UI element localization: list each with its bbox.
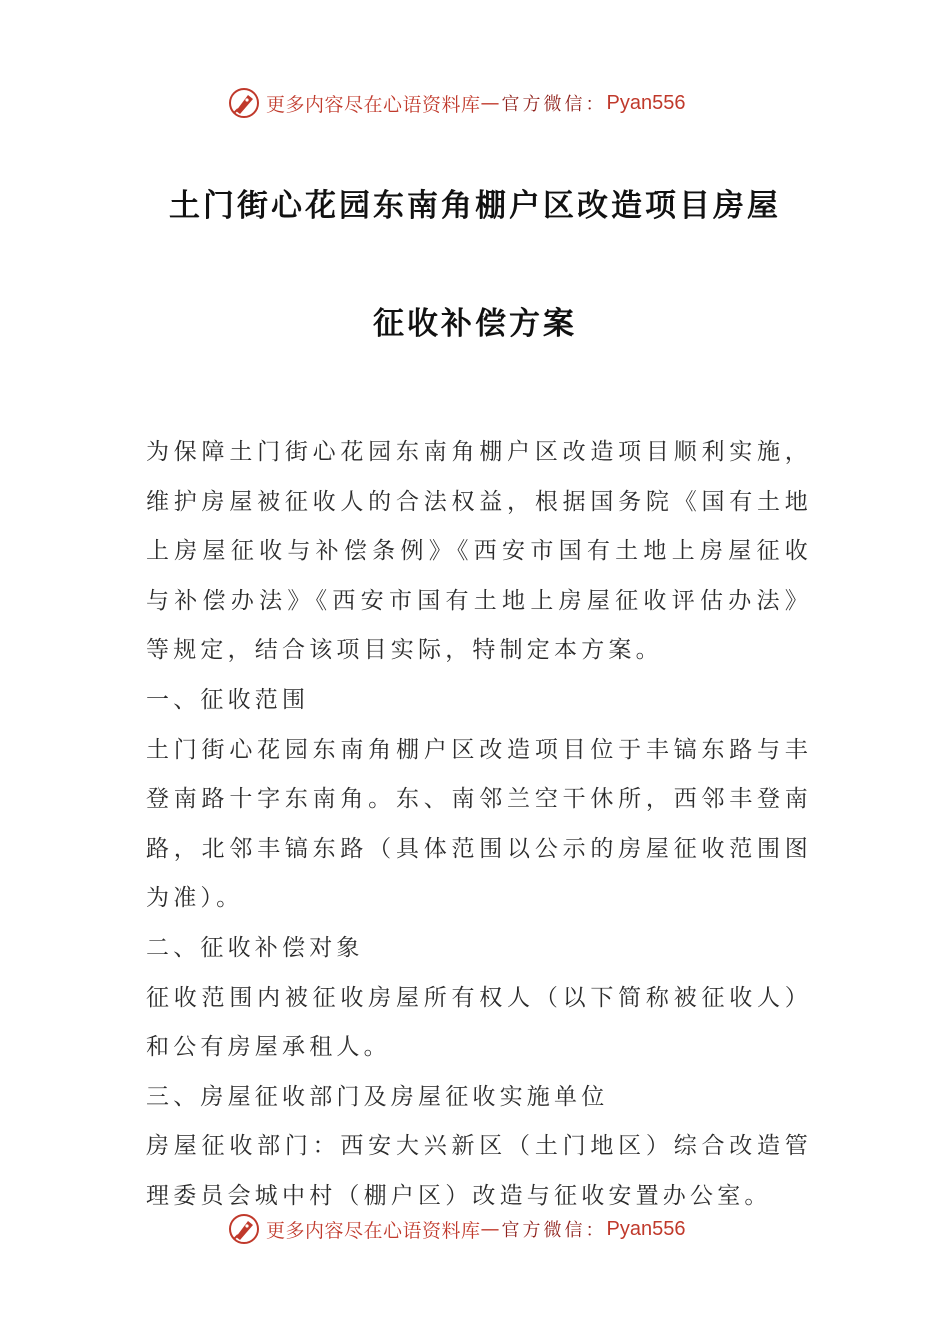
watermark-dash: —: [480, 1218, 500, 1240]
watermark-header: [228, 86, 685, 120]
paragraph-scope: 土门街心花园东南角棚户区改造项目位于丰镐东路与丰登南路十字东南角。东、南邻兰空干休所，西邻丰登南路，北邻丰镐东路（具体范围以公示的房屋征收范围图为准）。: [146, 736, 812, 912]
watermark-wechat-id: Pyan556: [606, 1217, 686, 1240]
section-heading-scope: 一、征收范围: [146, 686, 310, 713]
document-title-line-1: 土门街心花园东南角棚户区改造项目房屋: [169, 188, 781, 224]
watermark-footer: [228, 1212, 685, 1246]
watermark-label: 官方微信：: [501, 1220, 607, 1241]
document-body: [146, 428, 812, 1222]
section-heading-departments: 三、房屋征收部门及房屋征收实施单位: [146, 1083, 609, 1110]
watermark-text: 更多内容尽在心语资料库: [266, 93, 481, 116]
watermark-text: 更多内容尽在心语资料库: [266, 1219, 481, 1242]
paragraph-departments: 房屋征收部门：西安大兴新区（土门地区）综合改造管理委员会城中村（棚户区）改造与征收安置办公室。: [146, 1133, 812, 1209]
watermark-wechat-id: Pyan556: [606, 91, 686, 114]
watermark-label: 官方微信：: [501, 94, 607, 115]
paragraph-objects: 征收范围内被征收房屋所有权人（以下简称被征收人）和公有房屋承租人。: [146, 984, 812, 1061]
section-heading-objects: 二、征收补偿对象: [146, 934, 364, 961]
watermark-dash: —: [480, 92, 500, 114]
pen-nib-logo-icon: [228, 1213, 260, 1245]
document-title-line-2: 征收补偿方案: [373, 306, 577, 342]
pen-nib-logo-icon: [228, 87, 260, 119]
paragraph-intro: 为保障土门街心花园东南角棚户区改造项目顺利实施，维护房屋被征收人的合法权益，根据国务院《国有土地上房屋征收与补偿条例》《西安市国有土地上房屋征收与补偿办法》《西安市国有土地上房屋征收评估办法》等规定，结合该项目实际，特制定本方案。: [146, 439, 812, 664]
